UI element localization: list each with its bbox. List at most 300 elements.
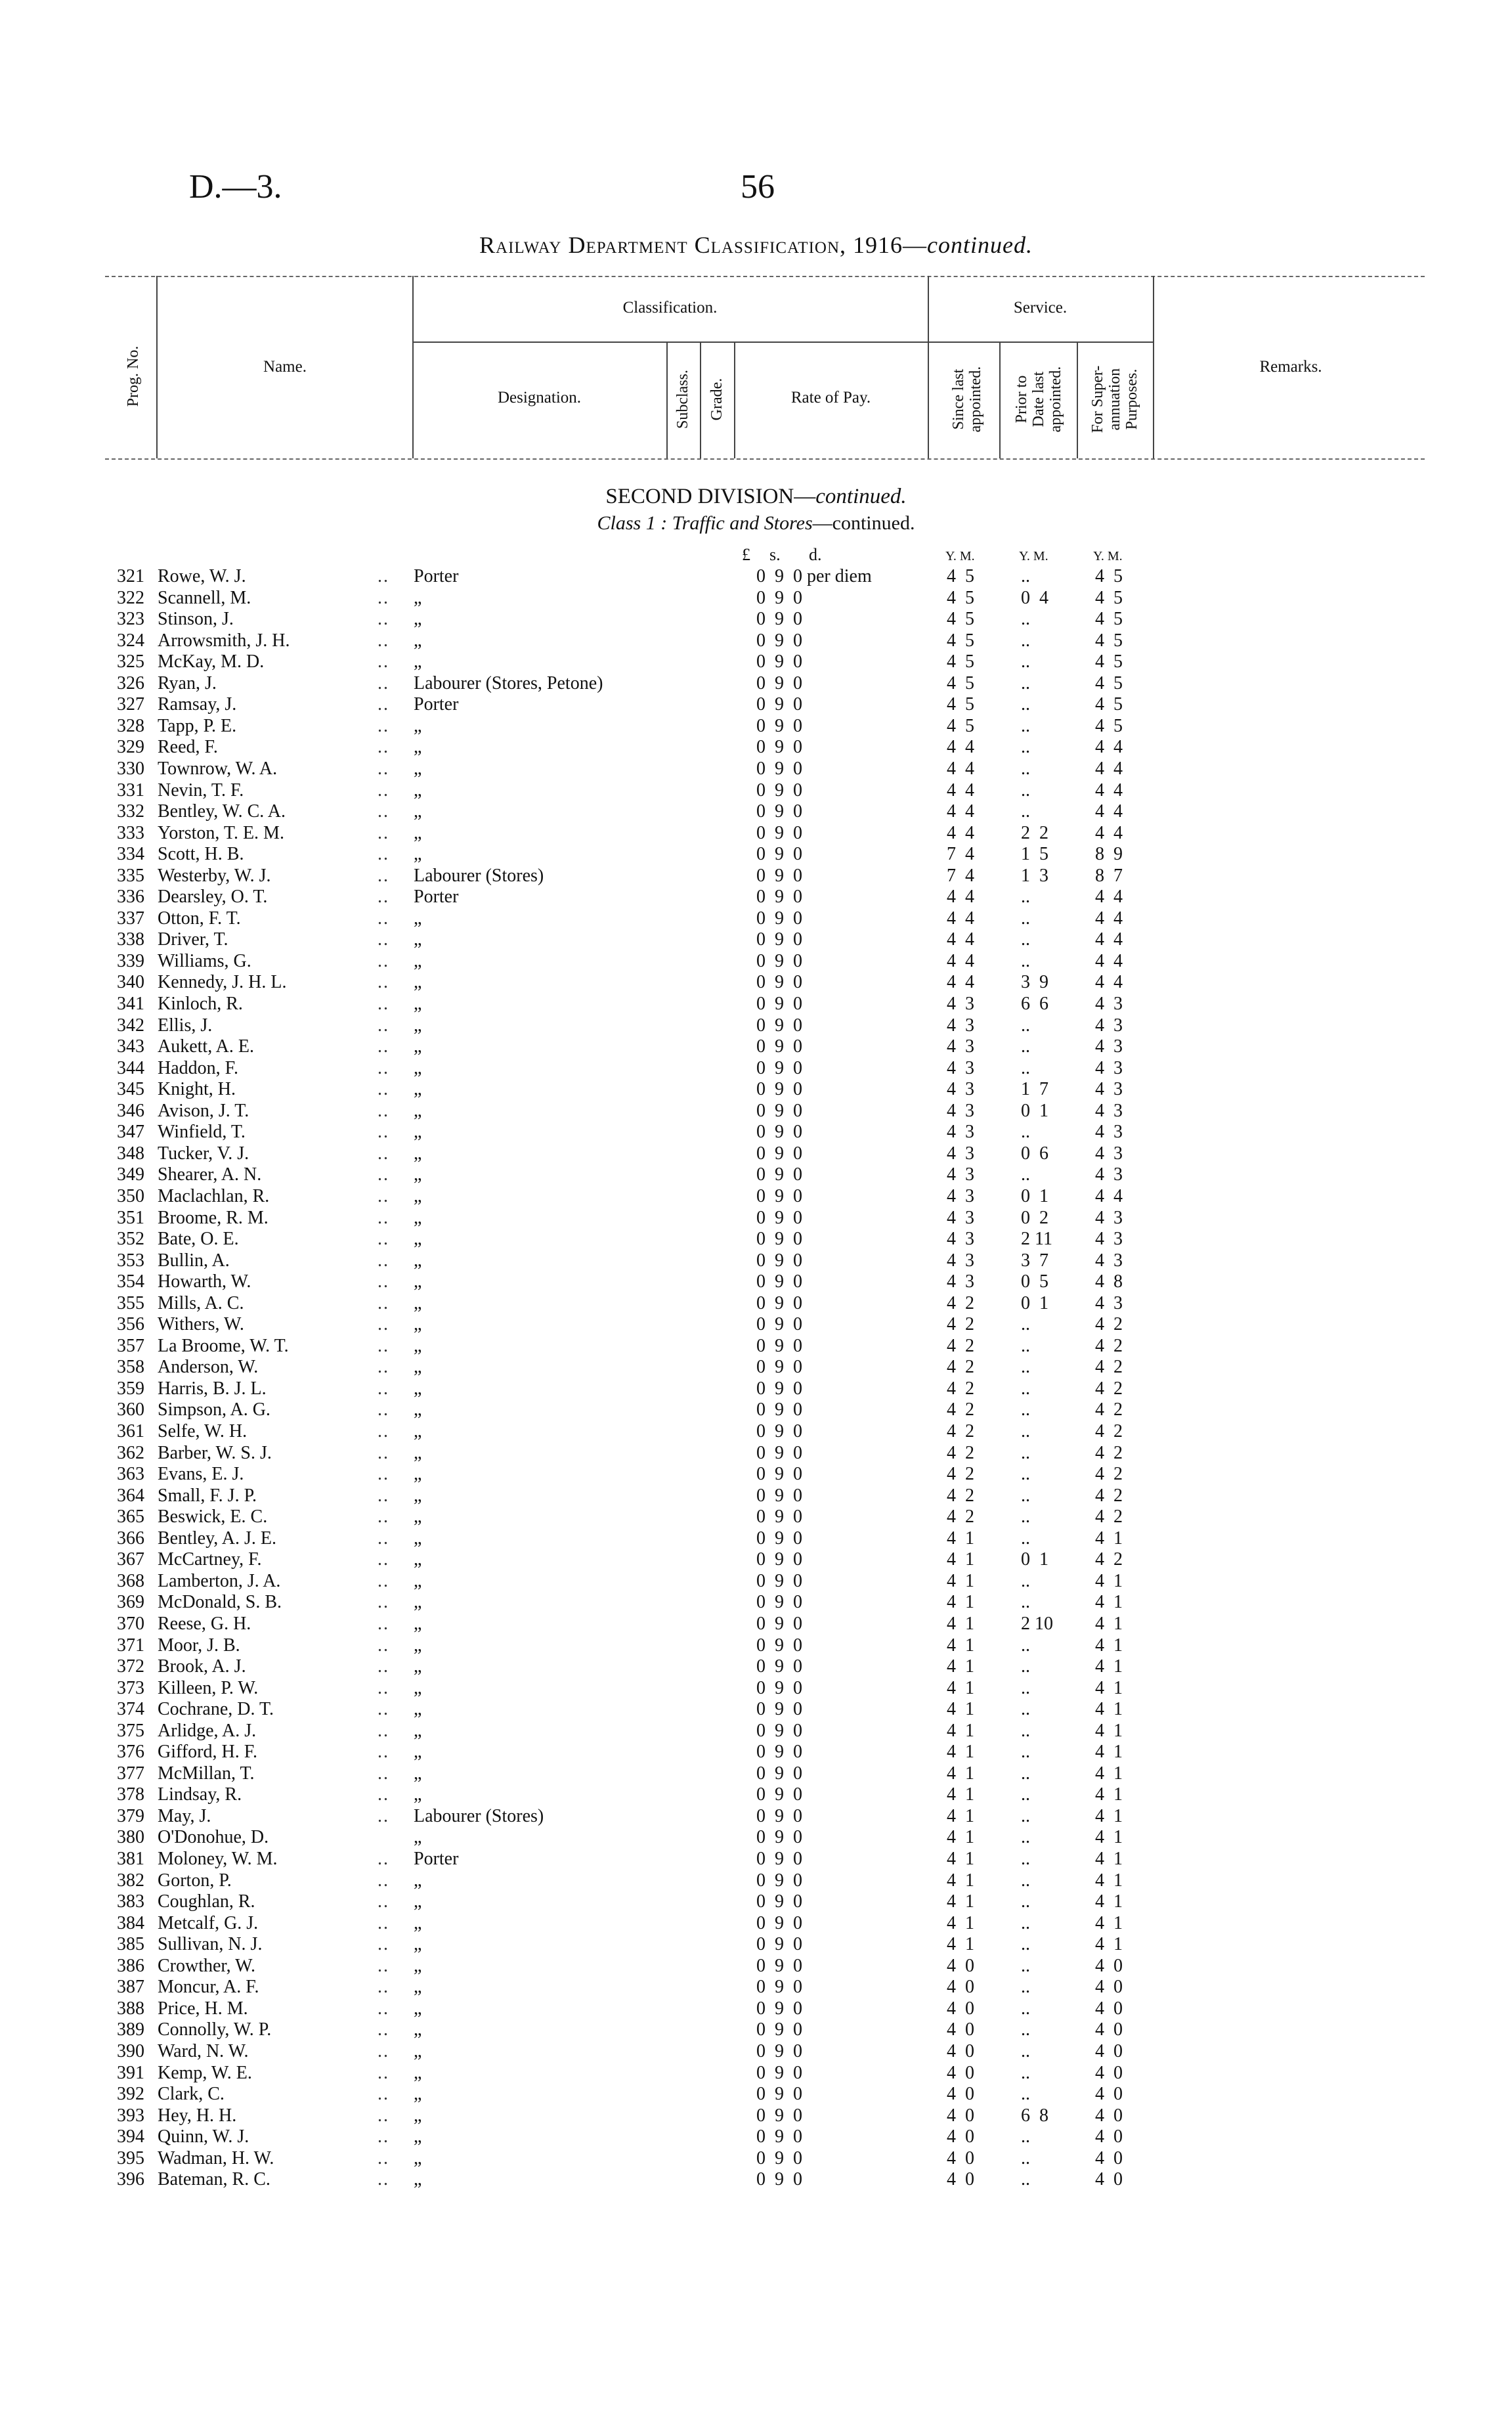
row-rate-of-pay: 0 9 0 <box>756 1742 802 1763</box>
row-since-last: 4 3 <box>947 1229 974 1250</box>
row-for-superannuation: 8 9 <box>1095 844 1123 865</box>
row-name-leader: .. <box>378 929 389 950</box>
row-designation: „ <box>414 1185 422 1206</box>
row-since-last: 4 0 <box>947 2040 974 2061</box>
row-prog-no: 321 <box>117 566 144 586</box>
row-prog-no: 342 <box>117 1015 144 1036</box>
row-designation: „ <box>414 2147 422 2168</box>
row-designation: Porter <box>414 566 459 586</box>
row-rate-of-pay: 0 9 0 <box>756 1549 802 1570</box>
row-prior-to-date: 0 4 <box>1021 587 1048 608</box>
row-since-last: 4 3 <box>947 1250 974 1271</box>
row-name-leader: .. <box>378 1635 389 1656</box>
row-prior-to-date: .. <box>1021 1720 1030 1741</box>
row-since-last: 4 5 <box>947 651 974 672</box>
row-prior-to-date: .. <box>1021 1891 1030 1912</box>
row-prior-to-date: .. <box>1021 1805 1030 1826</box>
row-designation: „ <box>414 1015 422 1036</box>
row-designation: „ <box>414 1827 422 1848</box>
unit-pounds: £ <box>742 545 750 564</box>
row-since-last: 4 2 <box>947 1314 974 1335</box>
row-since-last: 4 1 <box>947 1549 974 1570</box>
row-rate-of-pay: 0 9 0 <box>756 715 802 736</box>
row-since-last: 4 4 <box>947 737 974 758</box>
row-designation: „ <box>414 844 422 865</box>
row-prog-no: 369 <box>117 1592 144 1613</box>
row-since-last: 4 2 <box>947 1507 974 1528</box>
row-designation: „ <box>414 1955 422 1976</box>
row-for-superannuation: 4 1 <box>1095 1827 1123 1848</box>
row-prog-no: 359 <box>117 1378 144 1399</box>
row-name-leader: .. <box>378 715 389 736</box>
row-for-superannuation: 4 3 <box>1095 994 1123 1014</box>
row-for-superannuation: 4 3 <box>1095 1015 1123 1036</box>
row-since-last: 4 0 <box>947 2126 974 2147</box>
row-name: Haddon, F. <box>158 1057 238 1078</box>
row-for-superannuation: 4 4 <box>1095 950 1123 971</box>
header-rate-of-pay: Rate of Pay. <box>790 389 871 407</box>
row-since-last: 4 1 <box>947 1677 974 1698</box>
row-rate-of-pay: 0 9 0 <box>756 1635 802 1656</box>
row-name-leader: .. <box>378 822 389 843</box>
row-since-last: 4 1 <box>947 1656 974 1677</box>
row-name-leader: .. <box>378 1891 389 1912</box>
row-prog-no: 386 <box>117 1955 144 1976</box>
row-name: Harris, B. J. L. <box>158 1378 267 1399</box>
row-for-superannuation: 4 1 <box>1095 1677 1123 1698</box>
row-name-leader: .. <box>378 2126 389 2147</box>
row-prog-no: 344 <box>117 1057 144 1078</box>
row-since-last: 4 3 <box>947 1036 974 1057</box>
row-designation: „ <box>414 1057 422 1078</box>
row-rate-of-pay: 0 9 0 <box>756 1805 802 1826</box>
row-for-superannuation: 4 3 <box>1095 1250 1123 1271</box>
row-name: Evans, E. J. <box>158 1464 244 1485</box>
row-name-leader: .. <box>378 651 389 672</box>
row-name: Cochrane, D. T. <box>158 1699 274 1720</box>
row-designation: „ <box>414 1912 422 1933</box>
row-for-superannuation: 4 1 <box>1095 1570 1123 1591</box>
row-designation: „ <box>414 1699 422 1720</box>
row-for-superannuation: 4 1 <box>1095 1613 1123 1634</box>
row-name-leader: .. <box>378 1378 389 1399</box>
row-for-superannuation: 4 4 <box>1095 737 1123 758</box>
row-name-leader: .. <box>378 609 389 630</box>
row-since-last: 4 0 <box>947 2105 974 2126</box>
row-for-superannuation: 4 3 <box>1095 1143 1123 1164</box>
row-name-leader: .. <box>378 1742 389 1763</box>
row-prior-to-date: .. <box>1021 1827 1030 1848</box>
row-since-last: 4 1 <box>947 1635 974 1656</box>
row-designation: „ <box>414 1100 422 1121</box>
row-prior-to-date: .. <box>1021 1507 1030 1528</box>
row-for-superannuation: 4 3 <box>1095 1057 1123 1078</box>
row-designation: Labourer (Stores, Petone) <box>414 672 603 693</box>
row-prior-to-date: 2 11 <box>1021 1229 1052 1250</box>
row-prog-no: 375 <box>117 1720 144 1741</box>
row-prog-no: 365 <box>117 1507 144 1528</box>
row-name: Townrow, W. A. <box>158 758 278 779</box>
row-since-last: 4 3 <box>947 1271 974 1292</box>
row-name: Williams, G. <box>158 950 251 971</box>
row-prog-no: 327 <box>117 694 144 715</box>
row-since-last: 4 1 <box>947 1805 974 1826</box>
row-name-leader: .. <box>378 2147 389 2168</box>
row-prog-no: 354 <box>117 1271 144 1292</box>
row-since-last: 4 5 <box>947 715 974 736</box>
row-prior-to-date: .. <box>1021 672 1030 693</box>
row-prog-no: 366 <box>117 1528 144 1549</box>
row-since-last: 4 1 <box>947 1849 974 1869</box>
row-since-last: 4 0 <box>947 2019 974 2040</box>
row-prog-no: 349 <box>117 1164 144 1185</box>
row-prior-to-date: .. <box>1021 1635 1030 1656</box>
row-prog-no: 328 <box>117 715 144 736</box>
row-rate-of-pay: 0 9 0 <box>756 1378 802 1399</box>
row-since-last: 4 3 <box>947 1057 974 1078</box>
row-prog-no: 348 <box>117 1143 144 1164</box>
row-name-leader: .. <box>378 672 389 693</box>
row-prog-no: 326 <box>117 672 144 693</box>
row-designation: „ <box>414 1314 422 1335</box>
row-prog-no: 325 <box>117 651 144 672</box>
row-name: Clark, C. <box>158 2084 225 2105</box>
row-designation: „ <box>414 780 422 801</box>
row-name-leader: .. <box>378 1677 389 1698</box>
row-prior-to-date: .. <box>1021 2126 1030 2147</box>
row-designation: „ <box>414 1998 422 2019</box>
row-name: Avison, J. T. <box>158 1100 249 1121</box>
row-since-last: 4 3 <box>947 1185 974 1206</box>
row-designation: Labourer (Stores) <box>414 865 544 886</box>
row-designation: „ <box>414 822 422 843</box>
row-for-superannuation: 4 1 <box>1095 1912 1123 1933</box>
row-name: Yorston, T. E. M. <box>158 822 284 843</box>
row-rate-of-pay: 0 9 0 <box>756 1015 802 1036</box>
title-main: Railway Department Classification, 1916— <box>479 232 928 258</box>
row-prior-to-date: .. <box>1021 1122 1030 1143</box>
row-for-superannuation: 4 2 <box>1095 1507 1123 1528</box>
row-prog-no: 333 <box>117 822 144 843</box>
row-prog-no: 364 <box>117 1485 144 1506</box>
row-prior-to-date: .. <box>1021 737 1030 758</box>
row-for-superannuation: 4 2 <box>1095 1485 1123 1506</box>
row-designation: „ <box>414 758 422 779</box>
row-rate-of-pay: 0 9 0 <box>756 1100 802 1121</box>
row-prior-to-date: .. <box>1021 1998 1030 2019</box>
header-top-rule <box>105 276 1425 277</box>
row-name: Gorton, P. <box>158 1870 232 1891</box>
row-for-superannuation: 4 1 <box>1095 1934 1123 1955</box>
row-for-superannuation: 4 1 <box>1095 1528 1123 1549</box>
row-name-leader: .. <box>378 972 389 993</box>
row-name-leader: .. <box>378 1720 389 1741</box>
row-name-leader: .. <box>378 908 389 929</box>
row-designation: „ <box>414 2084 422 2105</box>
row-for-superannuation: 4 0 <box>1095 2147 1123 2168</box>
row-rate-of-pay: 0 9 0 <box>756 1399 802 1420</box>
row-prior-to-date: .. <box>1021 2019 1030 2040</box>
row-since-last: 4 1 <box>947 1613 974 1634</box>
row-designation: „ <box>414 1464 422 1485</box>
row-rate-of-pay: 0 9 0 <box>756 1164 802 1185</box>
row-prior-to-date: 2 2 <box>1021 822 1048 843</box>
row-designation: „ <box>414 1720 422 1741</box>
row-prog-no: 339 <box>117 950 144 971</box>
row-prog-no: 371 <box>117 1635 144 1656</box>
row-name: Connolly, W. P. <box>158 2019 272 2040</box>
row-name: Reese, G. H. <box>158 1613 251 1634</box>
row-since-last: 4 3 <box>947 1015 974 1036</box>
row-name: Moor, J. B. <box>158 1635 240 1656</box>
row-prog-no: 381 <box>117 1849 144 1869</box>
row-prog-no: 388 <box>117 1998 144 2019</box>
row-for-superannuation: 4 4 <box>1095 929 1123 950</box>
page-number: 56 <box>741 168 775 206</box>
row-rate-of-pay: 0 9 0 <box>756 1592 802 1613</box>
row-name-leader: .. <box>378 2062 389 2083</box>
prior-line-2: Date last <box>1030 371 1047 428</box>
row-since-last: 4 4 <box>947 822 974 843</box>
class-subtitle <box>0 512 1512 535</box>
row-designation: „ <box>414 2105 422 2126</box>
row-for-superannuation: 4 4 <box>1095 908 1123 929</box>
row-name: Aukett, A. E. <box>158 1036 254 1057</box>
row-since-last: 4 4 <box>947 929 974 950</box>
row-since-last: 4 1 <box>947 1592 974 1613</box>
row-name: Beswick, E. C. <box>158 1507 268 1528</box>
row-name: McDonald, S. B. <box>158 1592 282 1613</box>
row-name: Ramsay, J. <box>158 694 237 715</box>
row-rate-of-pay: 0 9 0 <box>756 609 802 630</box>
header-for-superannuation <box>1089 357 1140 442</box>
row-rate-of-pay: 0 9 0 <box>756 630 802 651</box>
super-line-3: Purposes. <box>1123 368 1140 430</box>
row-name: Price, H. M. <box>158 1998 248 2019</box>
row-name-leader: .. <box>378 1314 389 1335</box>
row-prior-to-date: .. <box>1021 1570 1030 1591</box>
class-continued: —continued. <box>812 512 915 534</box>
row-for-superannuation: 4 5 <box>1095 694 1123 715</box>
row-name-leader: .. <box>378 1870 389 1891</box>
row-name: Simpson, A. G. <box>158 1399 270 1420</box>
row-name: Gifford, H. F. <box>158 1742 258 1763</box>
header-grade: Grade. <box>708 378 725 421</box>
page-title <box>0 231 1512 259</box>
row-designation: „ <box>414 1570 422 1591</box>
row-prog-no: 340 <box>117 972 144 993</box>
row-name: Mills, A. C. <box>158 1292 244 1313</box>
row-name-leader: .. <box>378 1271 389 1292</box>
row-since-last: 4 2 <box>947 1335 974 1356</box>
row-name-leader: .. <box>378 1998 389 2019</box>
row-name-leader: .. <box>378 1570 389 1591</box>
row-rate-of-pay: 0 9 0 <box>756 1207 802 1228</box>
row-designation: „ <box>414 1442 422 1463</box>
row-rate-of-pay: 0 9 0 <box>756 2062 802 2083</box>
row-prior-to-date: .. <box>1021 2040 1030 2061</box>
row-name: Bentley, W. C. A. <box>158 801 286 822</box>
row-for-superannuation: 8 7 <box>1095 865 1123 886</box>
row-name-leader: .. <box>378 566 389 586</box>
row-prog-no: 357 <box>117 1335 144 1356</box>
row-for-superannuation: 4 3 <box>1095 1207 1123 1228</box>
row-name: Anderson, W. <box>158 1357 259 1378</box>
row-for-superannuation: 4 1 <box>1095 1805 1123 1826</box>
row-prog-no: 396 <box>117 2169 144 2190</box>
row-designation: „ <box>414 929 422 950</box>
row-name-leader: .. <box>378 1421 389 1441</box>
header-prior-to-date <box>1013 357 1064 442</box>
row-name-leader: .. <box>378 2040 389 2061</box>
row-name-leader: .. <box>378 1442 389 1463</box>
row-for-superannuation: 4 0 <box>1095 2040 1123 2061</box>
row-name-leader: .. <box>378 1164 389 1185</box>
row-name-leader: .. <box>378 1805 389 1826</box>
row-designation: „ <box>414 1784 422 1805</box>
row-prog-no: 324 <box>117 630 144 651</box>
unit-ym-super: Y. M. <box>1093 549 1123 563</box>
row-prior-to-date: 0 2 <box>1021 1207 1048 1228</box>
row-since-last: 4 2 <box>947 1421 974 1441</box>
row-designation: „ <box>414 1528 422 1549</box>
row-rate-of-pay: 0 9 0 <box>756 2169 802 2190</box>
row-name: Stinson, J. <box>158 609 234 630</box>
row-name: Coughlan, R. <box>158 1891 255 1912</box>
row-for-superannuation: 4 0 <box>1095 1955 1123 1976</box>
row-since-last: 4 3 <box>947 1100 974 1121</box>
row-rate-of-pay: 0 9 0 <box>756 1057 802 1078</box>
row-name: Driver, T. <box>158 929 228 950</box>
row-prior-to-date: .. <box>1021 1849 1030 1869</box>
row-prog-no: 387 <box>117 1977 144 1998</box>
row-prog-no: 380 <box>117 1827 144 1848</box>
row-since-last: 4 2 <box>947 1464 974 1485</box>
row-rate-of-pay: 0 9 0 <box>756 929 802 950</box>
row-rate-of-pay: 0 9 0 <box>756 844 802 865</box>
row-name-leader: .. <box>378 1955 389 1976</box>
since-last-line-2: appointed. <box>967 366 984 433</box>
row-rate-of-pay: 0 9 0 <box>756 1357 802 1378</box>
row-name: Moloney, W. M. <box>158 1849 278 1869</box>
row-designation: „ <box>414 715 422 736</box>
row-name: Tapp, P. E. <box>158 715 237 736</box>
row-prog-no: 361 <box>117 1421 144 1441</box>
row-prog-no: 360 <box>117 1399 144 1420</box>
header-classification: Classification. <box>622 299 718 317</box>
row-since-last: 4 0 <box>947 2062 974 2083</box>
row-rate-of-pay: 0 9 0 <box>756 672 802 693</box>
row-for-superannuation: 4 0 <box>1095 2062 1123 2083</box>
row-for-superannuation: 4 1 <box>1095 1870 1123 1891</box>
row-name: Small, F. J. P. <box>158 1485 257 1506</box>
row-since-last: 4 4 <box>947 780 974 801</box>
row-prior-to-date: .. <box>1021 2062 1030 2083</box>
row-rate-of-pay: 0 9 0 <box>756 1185 802 1206</box>
row-rate-of-pay: 0 9 0 <box>756 1229 802 1250</box>
row-designation: „ <box>414 2169 422 2190</box>
row-designation: „ <box>414 994 422 1014</box>
row-for-superannuation: 4 4 <box>1095 801 1123 822</box>
row-rate-of-pay: 0 9 0 <box>756 2126 802 2147</box>
row-since-last: 4 5 <box>947 694 974 715</box>
row-for-superannuation: 4 2 <box>1095 1421 1123 1441</box>
row-for-superannuation: 4 1 <box>1095 1891 1123 1912</box>
row-name: Winfield, T. <box>158 1122 246 1143</box>
row-prior-to-date: .. <box>1021 1528 1030 1549</box>
row-prior-to-date: 1 5 <box>1021 844 1048 865</box>
row-name: Shearer, A. N. <box>158 1164 262 1185</box>
row-designation: „ <box>414 630 422 651</box>
row-rate-of-pay: 0 9 0 <box>756 1250 802 1271</box>
row-for-superannuation: 4 4 <box>1095 758 1123 779</box>
row-for-superannuation: 4 4 <box>1095 972 1123 993</box>
row-designation: Porter <box>414 694 459 715</box>
row-name-leader: .. <box>378 1784 389 1805</box>
row-designation: „ <box>414 1763 422 1784</box>
section-title <box>0 485 1512 509</box>
row-rate-of-pay: 0 9 0 <box>756 2084 802 2105</box>
row-for-superannuation: 4 2 <box>1095 1549 1123 1570</box>
row-since-last: 4 3 <box>947 1207 974 1228</box>
row-name: Lindsay, R. <box>158 1784 242 1805</box>
row-rate-of-pay: 0 9 0 <box>756 1677 802 1698</box>
row-name: Ellis, J. <box>158 1015 213 1036</box>
row-name-leader: .. <box>378 1934 389 1955</box>
header-service: Service. <box>1013 299 1068 317</box>
row-rate-of-pay: 0 9 0 <box>756 801 802 822</box>
row-designation: „ <box>414 1250 422 1271</box>
row-since-last: 4 2 <box>947 1292 974 1313</box>
row-name: Kemp, W. E. <box>158 2062 252 2083</box>
header-remarks: Remarks. <box>1259 358 1322 376</box>
row-since-last: 4 1 <box>947 1699 974 1720</box>
row-name: Reed, F. <box>158 737 218 758</box>
row-designation: „ <box>414 1207 422 1228</box>
row-rate-of-pay: 0 9 0 <box>756 2040 802 2061</box>
row-since-last: 4 2 <box>947 1399 974 1420</box>
row-designation: „ <box>414 2126 422 2147</box>
row-name: Dearsley, O. T. <box>158 887 268 908</box>
row-designation: „ <box>414 1485 422 1506</box>
row-since-last: 4 0 <box>947 2169 974 2190</box>
row-prog-no: 394 <box>117 2126 144 2147</box>
row-name: Bateman, R. C. <box>158 2169 270 2190</box>
row-prog-no: 358 <box>117 1357 144 1378</box>
row-since-last: 4 1 <box>947 1570 974 1591</box>
row-since-last: 4 3 <box>947 994 974 1014</box>
row-prog-no: 335 <box>117 865 144 886</box>
row-rate-of-pay: 0 9 0 <box>756 1314 802 1335</box>
row-prior-to-date: .. <box>1021 1485 1030 1506</box>
row-prior-to-date: .. <box>1021 1955 1030 1976</box>
row-since-last: 4 1 <box>947 1763 974 1784</box>
row-prior-to-date: .. <box>1021 1464 1030 1485</box>
row-rate-of-pay: 0 9 0 <box>756 1421 802 1441</box>
row-rate-of-pay: 0 9 0 <box>756 1335 802 1356</box>
row-designation: „ <box>414 1036 422 1057</box>
row-for-superannuation: 4 4 <box>1095 822 1123 843</box>
row-rate-of-pay: 0 9 0 <box>756 1570 802 1591</box>
row-name: Brook, A. J. <box>158 1656 246 1677</box>
unit-ym-prior: Y. M. <box>1019 549 1048 563</box>
row-name: Maclachlan, R. <box>158 1185 270 1206</box>
row-name-leader: .. <box>378 887 389 908</box>
row-prior-to-date: .. <box>1021 1335 1030 1356</box>
row-prog-no: 343 <box>117 1036 144 1057</box>
row-designation: „ <box>414 1742 422 1763</box>
row-rate-of-pay: 0 9 0 <box>756 994 802 1014</box>
